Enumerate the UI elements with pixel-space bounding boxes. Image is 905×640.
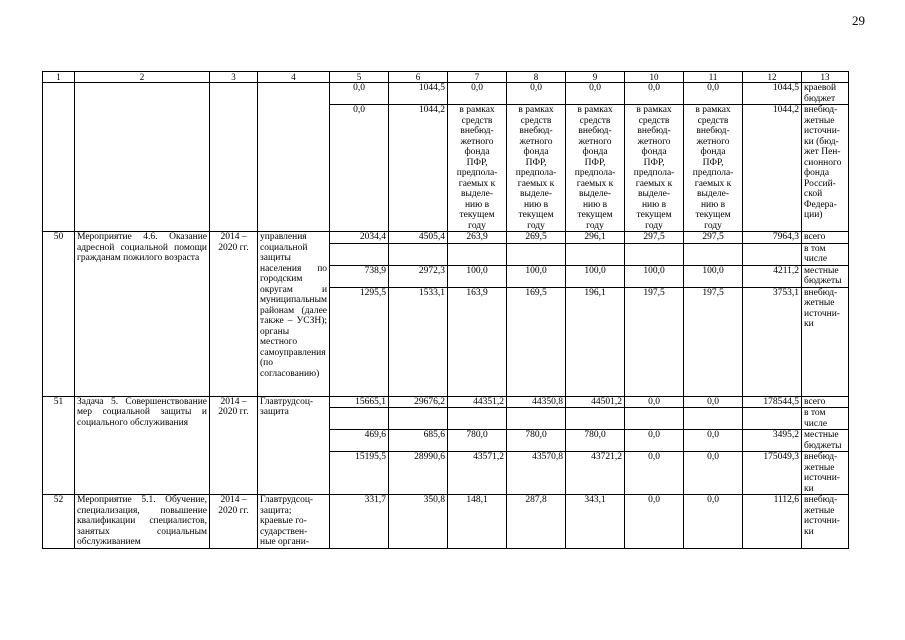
column-header: 1 <box>43 72 75 83</box>
table-row <box>43 83 849 105</box>
cell-empty <box>75 83 210 232</box>
value-cell: 0,0 <box>625 83 684 105</box>
period-cell: 2014 – 2020 гг. <box>210 495 258 549</box>
column-header: 7 <box>448 72 507 83</box>
value-cell: 2034,4 <box>330 232 389 244</box>
value-cell: 331,7 <box>330 495 389 549</box>
note-cell: в рамках средств внебюд- жетного фонда ПФР, предпола- гаемых к выделе- нию в текущем году <box>684 105 743 232</box>
executor-cell: Главтрудсоц- защита; краевые го- сударствен- ные органи- <box>258 495 330 549</box>
value-cell: 100,0 <box>625 265 684 287</box>
value-cell: 1044,5 <box>743 83 802 105</box>
value-cell: 100,0 <box>684 265 743 287</box>
value-cell: 43570,8 <box>507 452 566 495</box>
source-cell: внебюд- жетные источни- ки <box>802 287 849 396</box>
source-cell: местные бюджеты <box>802 265 849 287</box>
value-cell: 4505,4 <box>389 232 448 244</box>
value-cell: 0,0 <box>566 83 625 105</box>
value-cell: 197,5 <box>684 287 743 396</box>
value-cell: 197,5 <box>625 287 684 396</box>
column-header: 6 <box>389 72 448 83</box>
period-cell: 2014 – 2020 гг. <box>210 396 258 495</box>
value-cell: 196,1 <box>566 287 625 396</box>
value-cell: 163,9 <box>448 287 507 396</box>
note-cell: в рамках средств внебюд- жетного фонда ПФР, предпола- гаемых к выделе- нию в текущем году <box>448 105 507 232</box>
value-cell: 0,0 <box>625 396 684 408</box>
value-cell: 29676,2 <box>389 396 448 408</box>
value-cell: 148,1 <box>448 495 507 549</box>
note-cell: в рамках средств внебюд- жетного фонда ПФР, предпола- гаемых к выделе- нию в текущем году <box>507 105 566 232</box>
measure-name: Мероприятие 5.1. Обучение, специализация, повышение квалификации специалистов, занятых социальным обслуживанием <box>75 495 210 549</box>
executor-cell: Главтрудсоц- защита <box>258 396 330 495</box>
value-cell: 269,5 <box>507 232 566 244</box>
value-cell: 780,0 <box>448 430 507 452</box>
value-cell: 1044,5 <box>389 83 448 105</box>
value-cell: 4211,2 <box>743 265 802 287</box>
table-row <box>43 232 849 244</box>
column-header: 2 <box>75 72 210 83</box>
value-cell: 263,9 <box>448 232 507 244</box>
value-cell: 44501,2 <box>566 396 625 408</box>
table-row <box>43 495 849 549</box>
value-cell: 1044,2 <box>389 105 448 232</box>
column-header: 12 <box>743 72 802 83</box>
value-cell: 0,0 <box>330 83 389 105</box>
column-header: 11 <box>684 72 743 83</box>
value-cell: 0,0 <box>330 105 389 232</box>
executor-cell: управления социальной защиты населения по городским округам и муниципальным районам (далее также – УСЗН); органы местного самоуправления (по согласованию) <box>258 232 330 397</box>
page-number: 29 <box>852 13 865 28</box>
value-cell: 296,1 <box>566 232 625 244</box>
value-cell: 1533,1 <box>389 287 448 396</box>
column-header: 13 <box>802 72 849 83</box>
source-cell: внебюд- жетные источни- ки <box>802 452 849 495</box>
source-cell: местные бюджеты <box>802 430 849 452</box>
source-cell: всего <box>802 232 849 244</box>
cell-empty <box>210 83 258 232</box>
value-cell: 1295,5 <box>330 287 389 396</box>
value-cell: 0,0 <box>684 430 743 452</box>
value-cell: 15665,1 <box>330 396 389 408</box>
period-cell: 2014 – 2020 гг. <box>210 232 258 397</box>
value-cell: 3753,1 <box>743 287 802 396</box>
value-cell: 0,0 <box>625 452 684 495</box>
column-header: 10 <box>625 72 684 83</box>
row-number: 50 <box>43 232 75 397</box>
value-cell: 100,0 <box>566 265 625 287</box>
note-cell: в рамках средств внебюд- жетного фонда ПФР, предпола- гаемых к выделе- нию в текущем году <box>625 105 684 232</box>
value-cell: 0,0 <box>625 430 684 452</box>
value-cell: 780,0 <box>566 430 625 452</box>
row-number: 52 <box>43 495 75 549</box>
value-cell: 287,8 <box>507 495 566 549</box>
value-cell: 0,0 <box>448 83 507 105</box>
row-number: 51 <box>43 396 75 495</box>
source-cell: краевой бюджет <box>802 83 849 105</box>
column-header: 5 <box>330 72 389 83</box>
value-cell: 100,0 <box>448 265 507 287</box>
value-cell: 44351,2 <box>448 396 507 408</box>
value-cell: 0,0 <box>625 495 684 549</box>
source-cell: внебюд- жетные источни- ки (бюд- жет Пен- сионного фонда Россий- ской Федера- ции) <box>802 105 849 232</box>
source-cell: в том числе <box>802 408 849 430</box>
source-cell: в том числе <box>802 243 849 265</box>
value-cell: 1044,2 <box>743 105 802 232</box>
value-cell: 3495,2 <box>743 430 802 452</box>
value-cell: 100,0 <box>507 265 566 287</box>
source-cell: внебюд- жетные источни- ки <box>802 495 849 549</box>
value-cell: 15195,5 <box>330 452 389 495</box>
value-cell: 43571,2 <box>448 452 507 495</box>
value-cell: 0,0 <box>684 495 743 549</box>
value-cell: 169,5 <box>507 287 566 396</box>
value-cell: 738,9 <box>330 265 389 287</box>
note-cell: в рамках средств внебюд- жетного фонда ПФР, предпола- гаемых к выделе- нию в текущем году <box>566 105 625 232</box>
value-cell: 0,0 <box>684 83 743 105</box>
value-cell: 297,5 <box>625 232 684 244</box>
value-cell: 2972,3 <box>389 265 448 287</box>
cell-empty <box>43 83 75 232</box>
value-cell: 178544,5 <box>743 396 802 408</box>
value-cell: 0,0 <box>684 452 743 495</box>
column-header: 4 <box>258 72 330 83</box>
column-header: 8 <box>507 72 566 83</box>
measure-name: Мероприятие 4.6. Оказание адресной социальной помощи гражданам пожилого возраста <box>75 232 210 397</box>
header-row <box>43 72 849 83</box>
value-cell: 297,5 <box>684 232 743 244</box>
value-cell: 343,1 <box>566 495 625 549</box>
source-cell: всего <box>802 396 849 408</box>
value-cell: 1112,6 <box>743 495 802 549</box>
column-header: 3 <box>210 72 258 83</box>
table-row <box>43 396 849 408</box>
value-cell: 350,8 <box>389 495 448 549</box>
value-cell: 28990,6 <box>389 452 448 495</box>
value-cell: 175049,3 <box>743 452 802 495</box>
column-header: 9 <box>566 72 625 83</box>
measure-name: Задача 5. Совершенствование мер социальной защиты и социального обслуживания <box>75 396 210 495</box>
value-cell: 44350,8 <box>507 396 566 408</box>
value-cell: 469,6 <box>330 430 389 452</box>
value-cell: 43721,2 <box>566 452 625 495</box>
value-cell: 0,0 <box>507 83 566 105</box>
value-cell: 0,0 <box>684 396 743 408</box>
value-cell: 7964,3 <box>743 232 802 244</box>
value-cell: 685,6 <box>389 430 448 452</box>
cell-empty <box>258 83 330 232</box>
budget-table <box>42 71 849 549</box>
value-cell: 780,0 <box>507 430 566 452</box>
